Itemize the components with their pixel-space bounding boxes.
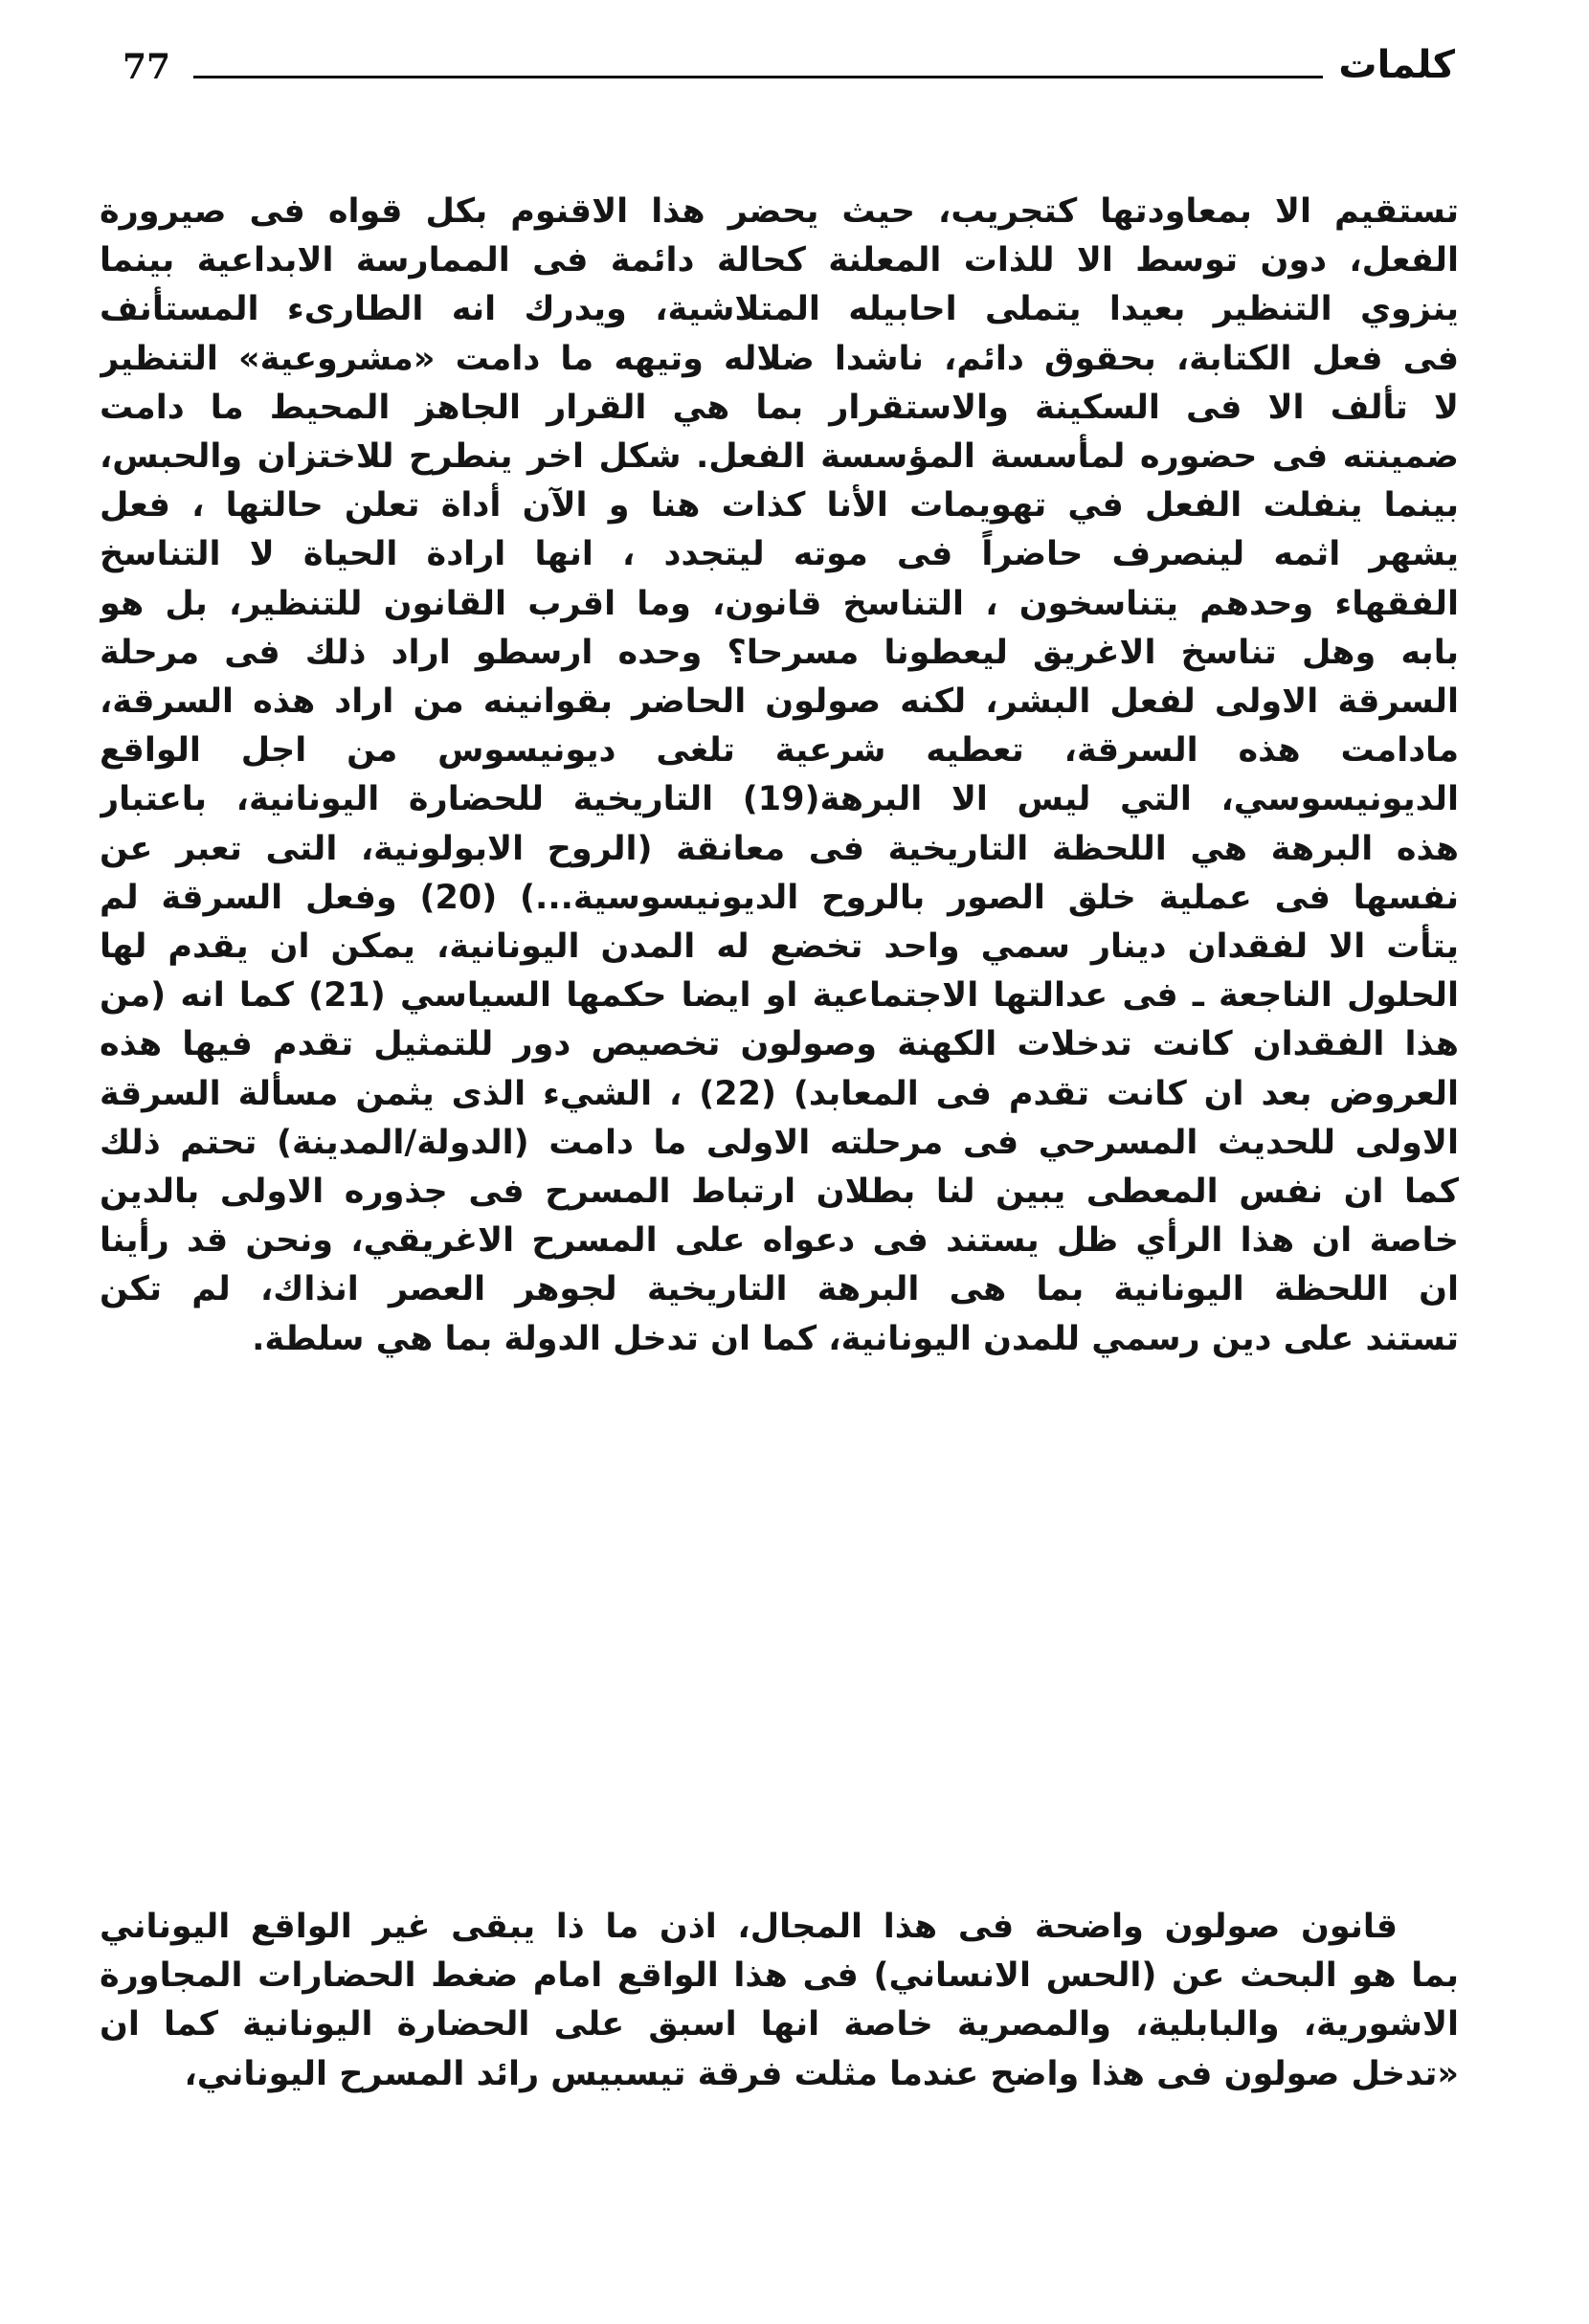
text-line: الديونيسوسي، التي ليس الا البرهة(19) التاريخية للحضارة اليونانية، باعتبار [100, 780, 1459, 819]
paragraph-1 [100, 188, 1459, 1364]
text-line: تستند على دين رسمي للمدن اليونانية، كما ان تدخل الدولة بما هي سلطة. [252, 1319, 1459, 1358]
text-line: بما هو البحث عن (الحس الانساني) فى هذا الواقع امام ضغط الحضارات المجاورة [100, 1956, 1459, 1996]
text-line: يتأت الا لفقدان دينار سمي واحد تخضع له المدن اليونانية، يمكن ان يقدم لها [100, 927, 1459, 967]
text-line: العروض بعد ان كانت تقدم فى المعابد) (22) ، الشيء الذى يثمن مسألة السرقة [100, 1074, 1459, 1113]
text-line: الفعل، دون توسط الا للذات المعلنة كحالة دائمة فى الممارسة الابداعية بينما [100, 241, 1459, 280]
text-line: تستقيم الا بمعاودتها كتجريب، حيث يحضر هذا الاقنوم بكل قواه فى صيرورة [100, 192, 1459, 231]
running-title: كلمات [1338, 43, 1455, 87]
text-line: فى فعل الكتابة، بحقوق دائم، ناشدا ضلاله وتيهه ما دامت «مشروعية» التنظير [100, 339, 1459, 378]
text-line: نفسها فى عملية خلق الصور بالروح الديونيسوسية...) (20) وفعل السرقة لم [100, 878, 1459, 917]
text-line: يشهر اثمه لينصرف حاضراً فى موته ليتجدد ، انها ارادة الحياة لا التناسخ [100, 535, 1459, 574]
text-line: الفقهاء وحدهم يتناسخون ، التناسخ قانون، وما اقرب القانون للتنظير، بل هو [100, 584, 1459, 623]
text-line: هذه البرهة هي اللحظة التاريخية فى معانقة (الروح الابولونية، التى تعبر عن [100, 829, 1459, 868]
header-rule [193, 76, 1323, 78]
text-line: الاولى للحديث المسرحي فى مرحلته الاولى ما دامت (الدولة/المدينة) تحتم ذلك [100, 1123, 1459, 1162]
page-header [123, 42, 1455, 100]
text-line: مادامت هذه السرقة، تعطيه شرعية تلغى ديونيسوس من اجل الواقع [100, 731, 1459, 771]
text-line: خاصة ان هذا الرأي ظل يستند فى دعواه على المسرح الاغريقي، ونحن قد رأينا [100, 1221, 1459, 1261]
text-line: الاشورية، والبابلية، والمصرية خاصة انها اسبق على الحضارة اليونانية كما ان [100, 2005, 1459, 2045]
text-line: بينما ينفلت الفعل في تهويمات الأنا كذات هنا و الآن أداة تعلن حالتها ، فعل [100, 486, 1459, 525]
text-line: بابه وهل تناسخ الاغريق ليعطونا مسرحا؟ وحده ارسطو اراد ذلك فى مرحلة [100, 633, 1459, 672]
text-line: ان اللحظة اليونانية بما هى البرهة التاريخية لجوهر العصر انذاك، لم تكن [100, 1270, 1459, 1309]
text-line: «تدخل صولون فى هذا واضح عندما مثلت فرقة تيسبيس رائد المسرح اليوناني، [184, 2054, 1459, 2093]
text-line: قانون صولون واضحة فى هذا المجال، اذن ما ذا يبقى غير الواقع اليوناني [100, 1908, 1398, 1946]
text-line: ينزوي التنظير بعيدا يتملى احابيله المتلاشية، ويدرك انه الطارىء المستأنف [100, 290, 1459, 329]
page-number: 77 [123, 47, 171, 87]
text-line: السرقة الاولى لفعل البشر، لكنه صولون الحاضر بقوانينه من اراد هذه السرقة، [100, 682, 1459, 722]
text-line: لا تألف الا فى السكينة والاستقرار بما هي القرار الجاهز المحيط ما دامت [100, 388, 1459, 427]
text-line: ضمينته فى حضوره لمأسسة المؤسسة الفعل. شكل اخر ينطرح للاختزان والحبس، [100, 437, 1459, 477]
text-line: كما ان نفس المعطى يبين لنا بطلان ارتباط المسرح فى جذوره الاولى بالدين [100, 1173, 1459, 1212]
text-line: الحلول الناجعة ـ فى عدالتها الاجتماعية او ايضا حكمها السياسي (21) كما انه (من [100, 976, 1459, 1016]
text-line: هذا الفقدان كانت تدخلات الكهنة وصولون تخصيص دور للتمثيل تقدم فيها هذه [100, 1025, 1459, 1064]
paragraph-2 [100, 1903, 1459, 2099]
